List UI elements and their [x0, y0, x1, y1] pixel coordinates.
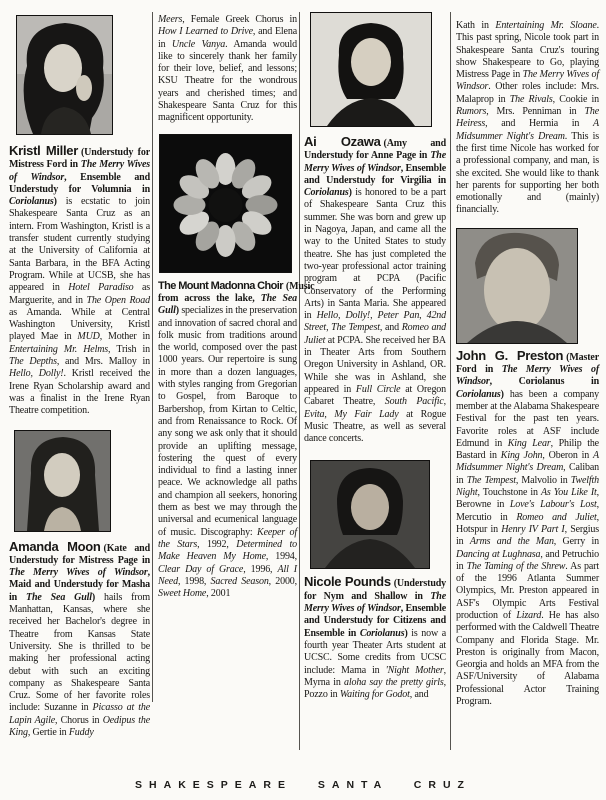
kristl-miller-name: Kristl Miller [9, 143, 78, 158]
column-1 [9, 13, 150, 739]
amanda-moon-photo [14, 430, 111, 532]
footer-wordmark: SHAKESPEARE SANTA CRUZ [135, 779, 471, 791]
john-g-preston-bio-text: (Master Ford in The Merry Wives of Windsor, Coriolanus in Coriolanus) has been a company member at the Alabama Shakespeare Festival for the past ten years. Favorite roles at ASF include Edmund in King Lear, Philip the Bastard in King John, Oberon in A Midsummer Night's Dream, Caliban in The Tempest, Malvolio in Twelfth Night, Touchstone in As You Like It, Berowne in Love's Labour's Lost, Mercutio in Romeo and Juliet, Hotspur in Henry IV Part I, Sergius in Arms and the Man, Gerry in Dancing at Lughnasa, and Petruchio in The Taming of the Shrew. As part of the 1996 Atlanta Summer Olympics, Mr. Preston appeared in ASF's Olympic Arts Festival production of Lizard. He has also performed with the Caldwell Theatre Company and Florida Stage. Mr. Preston is originally from Macon, Georgia and holds an MFA from the ASF/University of Alabama Professional Actor Training Program. [456, 351, 600, 708]
column-divider [299, 12, 300, 750]
mount-madonna-choir-bio-text: (Music from across the lake, The Sea Gull) specializes in the preservation and innovation of sacred choral and folk music from traditions around the world, composed over the past 1000 years. Our repertoire is sung in more than a dozen languages, with styles ranging from Gregorian to Gospel, from Baroque to Barbershop, from Kirtan to Celtic, and from Renaissance to Rock. Of any song we ask only that it should provide an uplifting message, fostering the quest of every individual to find a lasting inner peace. We acknowledge all paths and champion all seekers, honoring them as best we may through the universal and ecumenical language of music. Discography: Keeper of the Stars, 1992, Determined to Make Heaven My Home, 1994, Clear Day of Grace, 1996, All I Need, 1998, Sacred Season, 2000, Sweet Home, 2001 [158, 280, 315, 600]
mount-madonna-choir-photo [159, 134, 292, 273]
column-2 [158, 14, 315, 600]
john-g-preston-photo [456, 228, 578, 344]
column-3 [304, 12, 446, 701]
ai-ozawa-bio [304, 136, 446, 445]
amanda-moon-name: Amanda Moon [9, 538, 101, 554]
nicole-pounds-name: Nicole Pounds [304, 574, 391, 590]
amanda-moon-bio [9, 538, 151, 740]
mount-madonna-choir-bio [158, 279, 315, 601]
ai-ozawa-bio-text: (Amy and Understudy for Anne Page in The Merry Wives of Windsor, Ensemble and Understudy for Virgilia in Coriolanus) is honored to be a part of Shakespeare Santa Cruz this summer. She was born and grew up in Nagoya, Japan, and came all the way to the United States to study theatre. She has just completed the two-year professional actor training program at PCPA (Pacific Conservatory of the Performing Arts) in Santa Maria. She appeared in Hello, Dolly!, Peter Pan, 42nd Street, The Tempest, and Romeo and Juliet at PCPA. She received her BA in Theater Arts from Southern Oregon University in Ashland, OR. While she was in Ashland, she appeared in Full Circle at Oregon Cabaret Theatre, South Pacific, Evita, My Fair Lady at Rogue Music Theatre, as well as several dance concerts. [304, 138, 447, 445]
kristl-miller-bio [9, 145, 150, 418]
kristl-miller-bio-text: (Understudy for Mistress Ford in The Merry Wives of Windsor, Ensemble and Understudy for Volumnia in Coriolanus) is ecstatic to join Shakespeare Santa Cruz as an intern. From Washington, Kristl is a transfer student currently studying at the University of California at Santa Barbara, in the BFA Acting Program. While at UCSB, she has appeared in Hotel Paradiso as Marguerite, and in The Open Road as Amanda. While at Central Washington University, Kristl played Mae in MUD, Mother in Entertaining Mr. Helms, Trish in The Depths, and Mrs. Malloy in Hello, Dolly!. Kristl received the Irene Ryan Scholarship award and was a finalist in the Irene Ryan Theatre competition. [9, 147, 151, 417]
nicole-pounds-photo [310, 460, 430, 569]
column-divider [450, 12, 451, 750]
amanda-moon-bio-text: (Kate and Understudy for Mistress Page in The Merry Wives of Windsor, Maid and Understudy for Masha in The Sea Gull) hails from Manhattan, Kansas, where she received her Bachelor's degree in Theatre from Kansas State University. She is thrilled to be making her professional acting debut with such an exciting company as Shakespeare Santa Cruz. Some of her favorite roles include: Suzanne in Picasso at the Lapin Agile, Chorus in Oedipus the King, Gertie in Fuddy [9, 542, 151, 738]
column-4 [456, 20, 599, 708]
nicole-pounds-bio [304, 576, 446, 701]
kristl-miller-photo [16, 15, 113, 135]
john-g-preston-bio [456, 347, 600, 709]
column-divider [152, 12, 153, 702]
mount-madonna-choir-name: The Mount Madonna Choir [158, 279, 283, 292]
ai-ozawa-name: Ai Ozawa [304, 134, 381, 149]
john-g-preston-name: John G. Preston [456, 347, 564, 363]
nicole-pounds-bio-continued: Kath in Entertaining Mr. Sloane. This past spring, Nicole took part in Shakespeare Santa Cruz's touring show Shakespeare to Go, playing Mistress Page in The Merry Wives of Windsor. Other roles include: Mrs. Malaprop in The Rivals, Cookie in Rumors, Mrs. Penniman in The Heiress, and Hermia in A Midsummer Night's Dream. This is the first time Nicole has worked for a professional company, and man, is she excited. She would like to thank her parents for supporting her both emotionally and (mainly) financially. [456, 20, 600, 216]
amanda-moon-bio-continued: Meers, Female Greek Chorus in How I Learned to Drive, and Elena in Uncle Vanya. Amanda would like to sincerely thank her family for their love, belief, and lessons; KSU Theatre for the wondrous years and cherished times; and Shakespeare Santa Cruz for this magnificent opportunity. [158, 14, 297, 124]
ai-ozawa-photo [310, 12, 432, 127]
nicole-pounds-bio-text: (Understudy for Nym and Shallow in The Merry Wives of Windsor, Ensemble and Understudy for Citizens and Ensemble in Coriolanus) is now a fourth year Theater Arts student at UCSC. Some credits from UCSC include: Mama in 'Night Mother, Myrna in aloha say the pretty girls, Pozzo in Waiting for Godot, and [304, 578, 447, 701]
